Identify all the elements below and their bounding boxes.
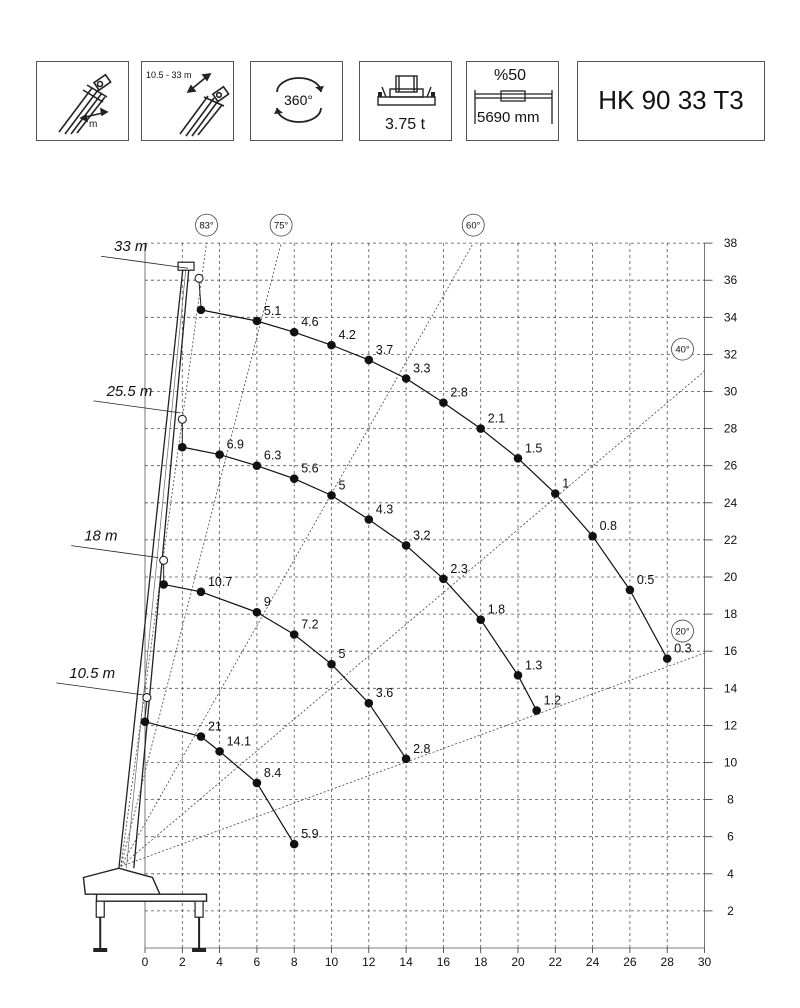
load-value-label: 0.3	[674, 641, 692, 656]
x-tick-label: 6	[253, 955, 261, 969]
load-value-label: 4.3	[375, 502, 394, 517]
chart-labels	[56, 238, 188, 695]
x-tick-label: 20	[511, 955, 525, 969]
y-tick-label: 36	[723, 273, 738, 288]
hook-marker	[160, 556, 168, 564]
x-tick-label: 14	[399, 955, 413, 969]
load-value-label: 6.9	[226, 437, 244, 452]
load-value-label: 3.2	[413, 528, 431, 543]
load-point	[178, 443, 187, 452]
load-value-label: 21	[207, 719, 222, 734]
load-point	[626, 586, 635, 595]
load-value-label: 3.7	[375, 342, 394, 357]
load-point	[439, 575, 448, 584]
x-tick-label: 16	[436, 955, 451, 969]
y-tick-label: 8	[727, 792, 734, 807]
load-value-label: 4.2	[338, 328, 356, 343]
angle-label: 83°	[199, 220, 214, 232]
angle-label: 75°	[273, 220, 289, 232]
y-tick-label: 38	[723, 236, 738, 251]
load-value-label: 2.3	[450, 561, 468, 576]
y-tick-label: 24	[723, 495, 738, 510]
y-tick-label: 28	[723, 421, 738, 436]
load-point	[253, 461, 262, 470]
load-point	[290, 474, 299, 483]
load-point	[439, 398, 448, 407]
load-value-label: 0.5	[636, 572, 655, 587]
y-tick-label: 4	[727, 866, 734, 881]
model-name: HK 90 33 T3	[598, 85, 744, 115]
load-point	[327, 341, 336, 350]
outrigger-percent-label: %50	[494, 67, 527, 84]
x-tick-label: 28	[660, 955, 674, 969]
x-tick-label: 18	[474, 955, 488, 969]
load-point	[514, 454, 523, 463]
load-point	[327, 491, 336, 500]
boom-length-label: 18 m	[84, 527, 118, 545]
angle-line	[121, 653, 705, 866]
outrigger-leg	[195, 901, 203, 917]
load-value-label: 1.3	[525, 658, 543, 673]
y-tick-label: 26	[723, 458, 738, 473]
boom-length-leader	[101, 256, 188, 268]
load-point	[197, 588, 206, 597]
load-point	[253, 779, 262, 788]
load-point	[551, 489, 560, 498]
load-value-label: 2.8	[450, 385, 468, 400]
load-value-label: 3.6	[375, 686, 394, 701]
y-tick-label: 20	[723, 570, 738, 584]
y-tick-label: 18	[723, 607, 738, 622]
angle-label: 60°	[466, 220, 481, 232]
load-point	[365, 356, 374, 365]
load-point	[327, 660, 336, 669]
load-point	[290, 630, 299, 639]
load-value-label: 3.3	[413, 361, 431, 376]
x-tick-label: 22	[548, 955, 562, 969]
load-point	[402, 374, 411, 383]
y-tick-label: 16	[723, 644, 738, 659]
load-point	[197, 732, 206, 741]
outrigger-pad	[192, 948, 206, 952]
y-tick-label: 10	[723, 755, 738, 770]
x-tick-label: 0	[141, 955, 149, 969]
outrigger-span-label: 5690 mm	[477, 109, 540, 126]
load-curve	[201, 310, 667, 662]
load-point	[476, 424, 485, 433]
load-value-label: 0.8	[599, 519, 617, 534]
load-value-label: 10.7	[207, 574, 233, 589]
load-point	[476, 615, 485, 624]
crane-turret	[83, 868, 159, 894]
chart-grid	[145, 243, 705, 948]
load-value-label: 9	[263, 595, 271, 610]
load-point	[402, 541, 411, 550]
load-point	[588, 532, 597, 541]
boom-length-label: 10.5 m	[69, 664, 116, 682]
x-tick-label: 12	[362, 955, 376, 969]
x-tick-label: 8	[290, 955, 298, 969]
load-point	[197, 306, 206, 315]
load-value-label: 1.8	[487, 602, 506, 617]
load-value-label: 2.1	[487, 411, 506, 426]
x-tick-label: 10	[324, 955, 339, 969]
y-tick-label: 14	[723, 681, 738, 696]
boom-head	[178, 262, 194, 270]
y-tick-label: 30	[723, 384, 738, 399]
hook-marker	[195, 274, 203, 282]
load-value-label: 14.1	[226, 734, 251, 749]
load-value-label: 1	[562, 476, 570, 491]
load-value-label: 5.9	[301, 827, 319, 842]
boom-length-label: 10.5 - 33 m	[146, 70, 192, 80]
load-point	[253, 317, 262, 326]
load-point	[141, 717, 150, 726]
load-value-label: 5	[338, 478, 346, 493]
y-tick-label: 32	[723, 347, 738, 362]
boom-centerline	[126, 267, 186, 868]
load-value-label: 2.8	[413, 741, 431, 756]
load-point	[514, 671, 523, 680]
x-tick-label: 2	[178, 955, 186, 969]
load-value-label: 5.1	[263, 304, 282, 319]
x-tick-label: 30	[697, 955, 712, 969]
x-tick-label: 4	[216, 955, 223, 969]
slewing-label: 360°	[284, 92, 313, 108]
load-point	[532, 706, 541, 715]
y-tick-label: 34	[723, 310, 738, 325]
angle-label: 20°	[675, 626, 690, 638]
angle-label: 40°	[675, 344, 690, 356]
load-value-label: 1.5	[525, 441, 543, 456]
load-point	[290, 840, 299, 849]
angle-line	[121, 371, 705, 866]
boom-length-label: 33 m	[114, 238, 148, 256]
x-tick-label: 26	[623, 955, 637, 969]
boom-outline-left	[119, 267, 183, 868]
load-point	[402, 754, 411, 763]
reach-label: m	[89, 119, 98, 130]
y-tick-label: 12	[723, 718, 738, 733]
load-curve	[182, 447, 536, 710]
load-value-label: 5.6	[301, 461, 319, 476]
load-point	[663, 654, 672, 663]
y-tick-label: 6	[727, 829, 734, 844]
boom-length-leader	[56, 683, 143, 695]
load-point	[215, 450, 224, 459]
y-tick-label: 2	[727, 903, 734, 918]
boom-length-label: 25.5 m	[106, 382, 153, 400]
load-point	[290, 328, 299, 337]
outrigger-pad	[93, 948, 107, 952]
x-tick-label: 24	[585, 955, 600, 969]
crane-carrier-beam	[97, 894, 207, 901]
angle-line	[121, 243, 473, 866]
boom-outline-right	[134, 267, 189, 868]
hook-marker	[143, 694, 151, 702]
tip-load-label: 3.75 t	[385, 116, 426, 133]
load-point	[159, 580, 168, 589]
load-point	[215, 747, 224, 756]
load-value-label: 4.6	[301, 315, 319, 330]
load-value-label: 7.2	[301, 617, 319, 632]
angle-line	[121, 243, 207, 866]
load-value-label: 6.3	[263, 448, 282, 463]
load-value-label: 8.4	[263, 765, 282, 780]
load-point	[365, 699, 374, 708]
hook-marker	[178, 415, 186, 423]
load-point	[365, 515, 374, 524]
load-value-label: 5	[338, 647, 346, 662]
outrigger-leg	[96, 901, 104, 917]
y-tick-label: 22	[723, 532, 738, 547]
load-value-label: 1.2	[543, 693, 562, 708]
load-point	[253, 608, 262, 617]
